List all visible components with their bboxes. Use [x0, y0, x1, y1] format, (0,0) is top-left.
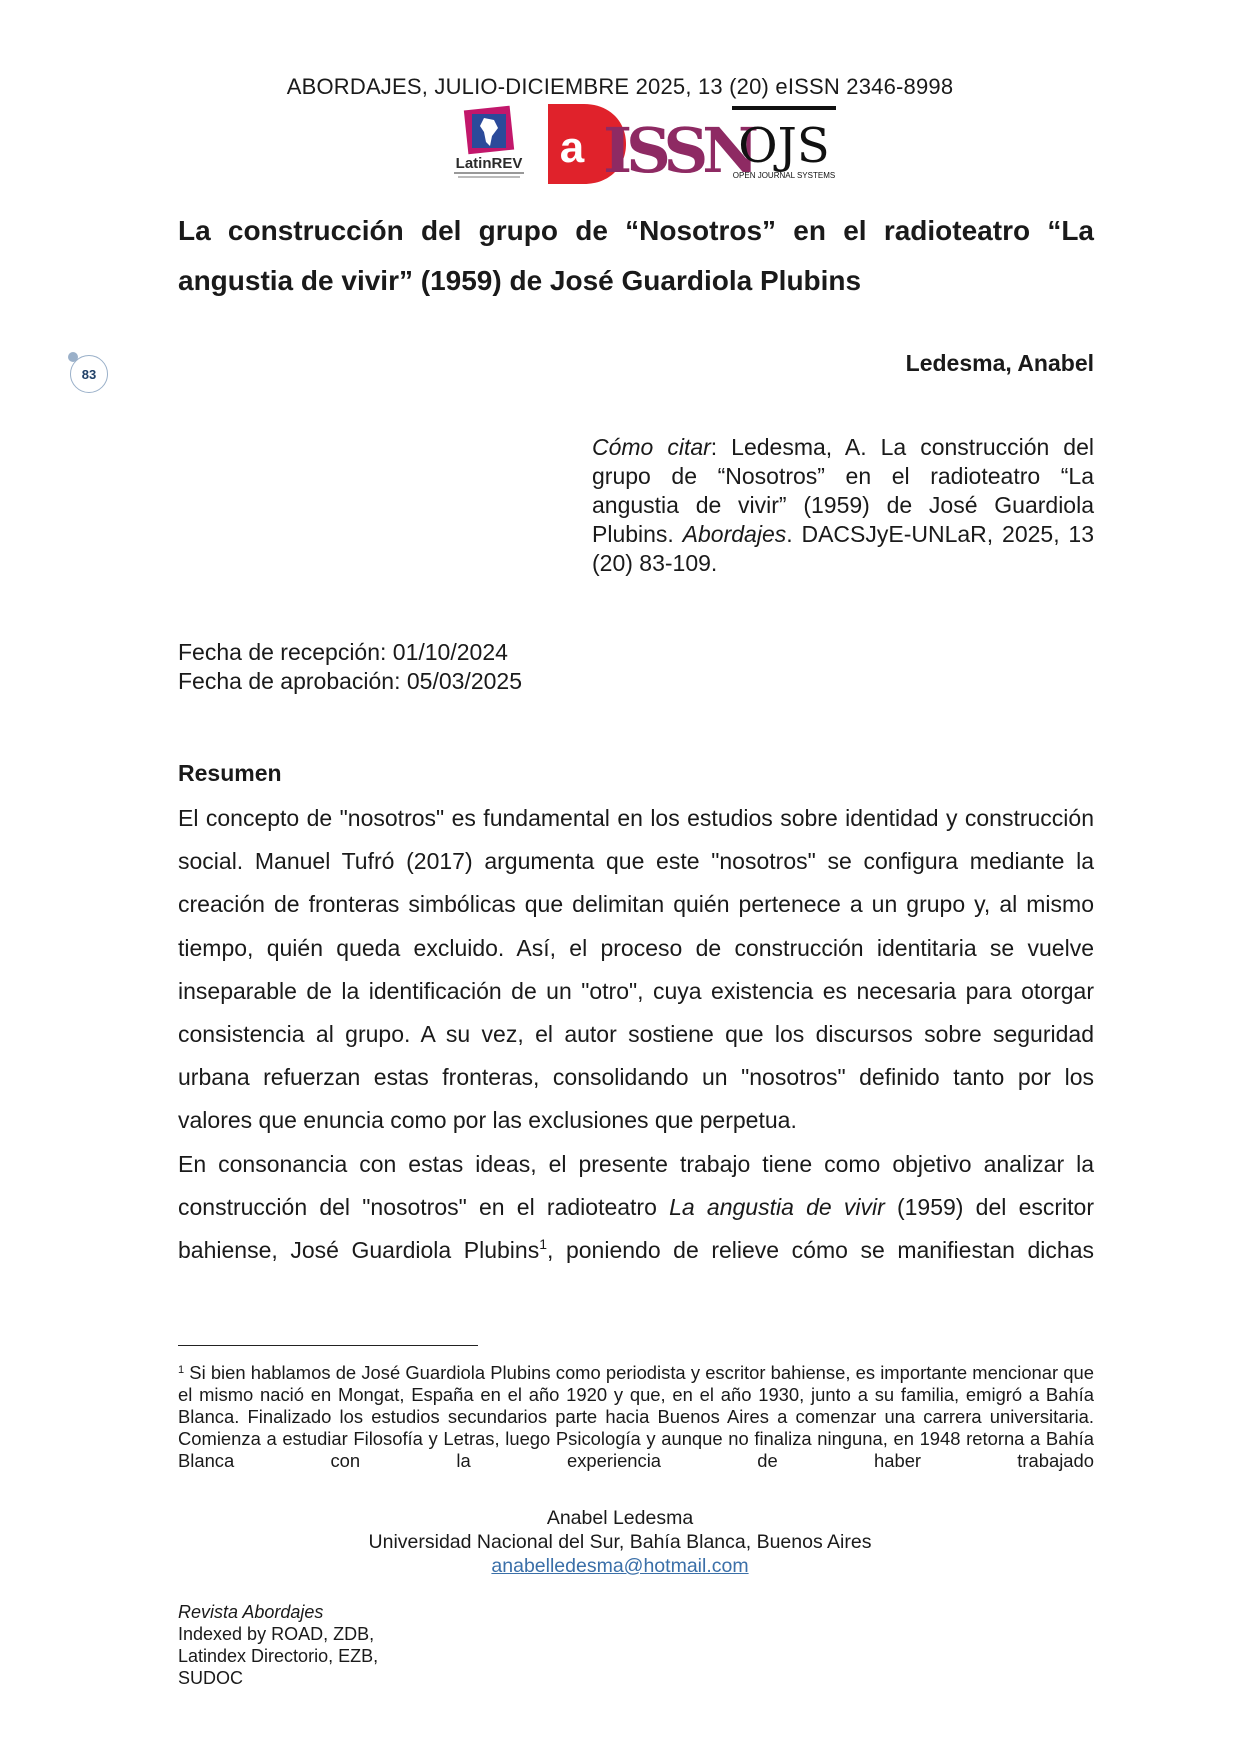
logo-strip [448, 104, 838, 186]
page-number-badge: 83 [70, 355, 108, 393]
abstract-heading: Resumen [178, 760, 282, 786]
author-affiliation [0, 1506, 1240, 1578]
citation-text-2: . DACSJyE-UNLaR, 2025, 13 (20) 83-109. [592, 521, 1095, 576]
article-title: La construcción del grupo de “Nosotros” en el radioteatro “La angustia de vivir” (1959) de José Guardiola Plubins [178, 215, 1094, 296]
journal-indexing [178, 1601, 378, 1689]
indexing-line-3: SUDOC [178, 1668, 244, 1688]
latinrev-logo [448, 106, 530, 182]
author-name: Ledesma, Anabel [905, 350, 1094, 376]
svg-text:LatinREV: LatinREV [455, 155, 523, 172]
footnote-1 [178, 1362, 1094, 1472]
ojs-logo [728, 104, 840, 184]
abstract-paragraph-1: El concepto de "nosotros" es fundamental en los estudios sobre identidad y construcción social. Manuel Tufró (2017) argumenta que este "nosotros" se configura mediante la creación de fronteras simbólicas que delimitan quién pertenece a un grupo y, al mismo tiempo, quién queda excluido. Así, el proceso de construcción identitaria se vuelve inseparable de la identificación de un "otro", cuya existencia es necesaria para otorgar consistencia al grupo. A su vez, el autor sostiene que los discursos sobre seguridad urbana refuerzan estas fronteras, consolidando un "nosotros" definido tanto por los valores que enuncia como por las exclusiones que perpetua. [178, 805, 1094, 1134]
footnote-text: Si bien hablamos de José Guardiola Plubins como periodista y escritor bahiense, es importante mencionar que el mismo nació en Mongat, España en el año 1920 y que, en el año 1930, junto a su familia, emigró a Bahía Blanca. Finalizado los estudios secundarios parte hacia Buenos Aires a comenzar una carrera universitaria. Comienza a estudiar Filosofía y Letras, luego Psicología y aunque no finaliza ninguna, en 1948 retorna a Bahía Blanca con la experiencia de haber trabajado [178, 1362, 1094, 1471]
indexing-line-1: Indexed by ROAD, ZDB, [178, 1624, 375, 1644]
journal-header: ABORDAJES, JULIO-DICIEMBRE 2025, 13 (20) eISSN 2346-8998 [286, 74, 954, 99]
indexing-line-2: Latindex Directorio, EZB, [178, 1646, 379, 1666]
approved-date: Fecha de aprobación: 05/03/2025 [178, 668, 522, 694]
abstract-paragraph-2: En consonancia con estas ideas, el presente trabajo tiene como objetivo analizar la construcción del "nosotros" en el radioteatro La angustia de vivir (1959) del escritor bahiense, José Guardiola Plubins$^1$, poniendo de relieve cómo se manifiestan dichas [178, 1150, 1094, 1264]
svg-text:OJS: OJS [738, 118, 830, 174]
svg-text:a: a [559, 123, 585, 172]
how-to-cite [592, 433, 1094, 578]
citation-text-1: : Ledesma, A. La construcción del grupo de “Nosotros” en el radioteatro “La angustia de vivir” (1959) de José Guardiola Plubins. [592, 434, 1094, 547]
affiliation-institution: Universidad Nacional del Sur, Bahía Blanca, Buenos Aires [368, 1531, 872, 1553]
footnote-separator [178, 1345, 478, 1346]
issn-logo [603, 104, 753, 187]
journal-name: Revista Abordajes [178, 1602, 324, 1622]
footnote-number: 1 [178, 1364, 185, 1376]
citation-label: Cómo citar [592, 434, 711, 460]
citation-journal: Abordajes [682, 521, 787, 547]
author-email-link[interactable]: anabelledesma@hotmail.com [491, 1555, 749, 1577]
footnote-ref[interactable]: 1 [539, 1236, 547, 1253]
svg-text:OPEN JOURNAL SYSTEMS: OPEN JOURNAL SYSTEMS [732, 171, 836, 180]
svg-text:ISSN: ISSN [603, 114, 753, 187]
received-date: Fecha de recepción: 01/10/2024 [178, 639, 508, 665]
affiliation-name: Anabel Ledesma [546, 1507, 694, 1529]
abstract-body [178, 797, 1094, 1272]
work-title: La angustia de vivir [669, 1193, 885, 1220]
article-dates [178, 638, 522, 696]
